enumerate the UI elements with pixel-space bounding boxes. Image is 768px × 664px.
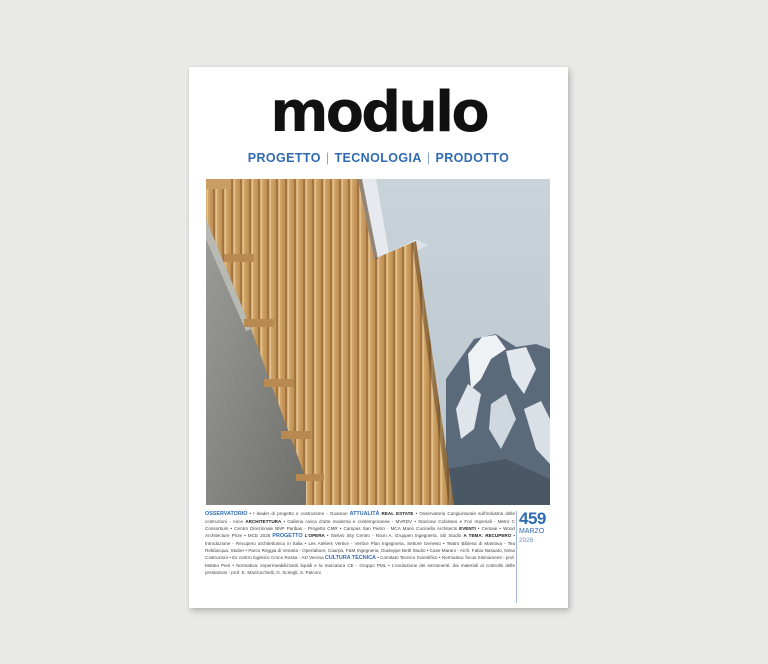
magazine-logo: modulo [270, 80, 487, 145]
contents-section: CULTURA TECNICA [324, 555, 376, 562]
cover-photo [206, 179, 550, 505]
contents-section: OSSERVATORIO [205, 511, 248, 517]
contents-item: • Osservatorio Congiunturale sull'industria delle costruzioni - Ance [205, 511, 516, 525]
contents-subsection: L'OPERA [304, 533, 325, 539]
issue-month: MARZO [519, 528, 545, 535]
issue-year: 2026 [519, 537, 534, 544]
issue-number: 459 [519, 509, 546, 528]
contents-text [205, 510, 515, 576]
contents-item: • Stelvio Sky Centro - Noon A. Gruppen Ingegneria, Siti Studio [324, 533, 464, 539]
magazine-subtitle: PROGETTO | TECNOLOGIA | PRODOTTO [247, 151, 510, 165]
contents-subsection: A TEMA: RECUPERO [463, 533, 512, 539]
contents-item: • Introduzione - Recupero architettonico in Italia • Les Ateliers Vertice - Vertice Plan Ingegneria, Settore Genesio • Teatro Bibiena di Mantova - Tea Rebilacqua, Stuber • Parco Reggia di Venaria - OperIabore, Caarpa, F&M Ingegneria, Giuseppe Betti Studio • Case Marani - Arch. Fabio Nasuato, Nima Costruzioni • Ex centro logistico Croce Rossa - AD Verona [205, 533, 515, 561]
subtitle-prodotto: PRODOTTO [435, 151, 510, 165]
contents-item: • Comitato Tecnico Scientifico • Normativa: focus Sismamenti - prof. Matteo Pieri • Normativa: impermeabilizzanti liquidi e la marcatura CE - Gruppo PML • L'evoluzione dei serramenti: dai materiali al controllo delle prestazioni - prof. E. Mazzucchelli, G. Scriegli, S. Palconi [205, 555, 515, 576]
subtitle-tecnologia: TECNOLOGIA [334, 151, 422, 165]
issue-divider [516, 511, 517, 603]
contents-item: • I leader di progetto e costruzione - Guaman [247, 511, 350, 516]
subtitle-progetto: PROGETTO [247, 151, 321, 165]
contents-section: PROGETTO [272, 533, 303, 540]
contents-subsection: ARCHITETTURA [245, 519, 282, 525]
magazine-cover [189, 67, 568, 608]
contents-subsection: EVENTI [459, 526, 476, 532]
issue-info [519, 510, 565, 545]
contents-item: • Cersaie • Wood Architecture Prize • MCE 2026 [205, 526, 515, 539]
contents-section: ATTUALITÀ [349, 511, 380, 517]
contents-item: • Galleria civica d'arte moderna e contemporanea - MVRDV • Stazione Colosseo e Fori Imperiali - Metro C Consortium • Centro Direzionale BNP Paribas - Progetto CMR • Campus San Pietro - MCA Mario Cucinella Architects [205, 519, 515, 532]
contents-subsection: REAL ESTATE [381, 511, 414, 516]
